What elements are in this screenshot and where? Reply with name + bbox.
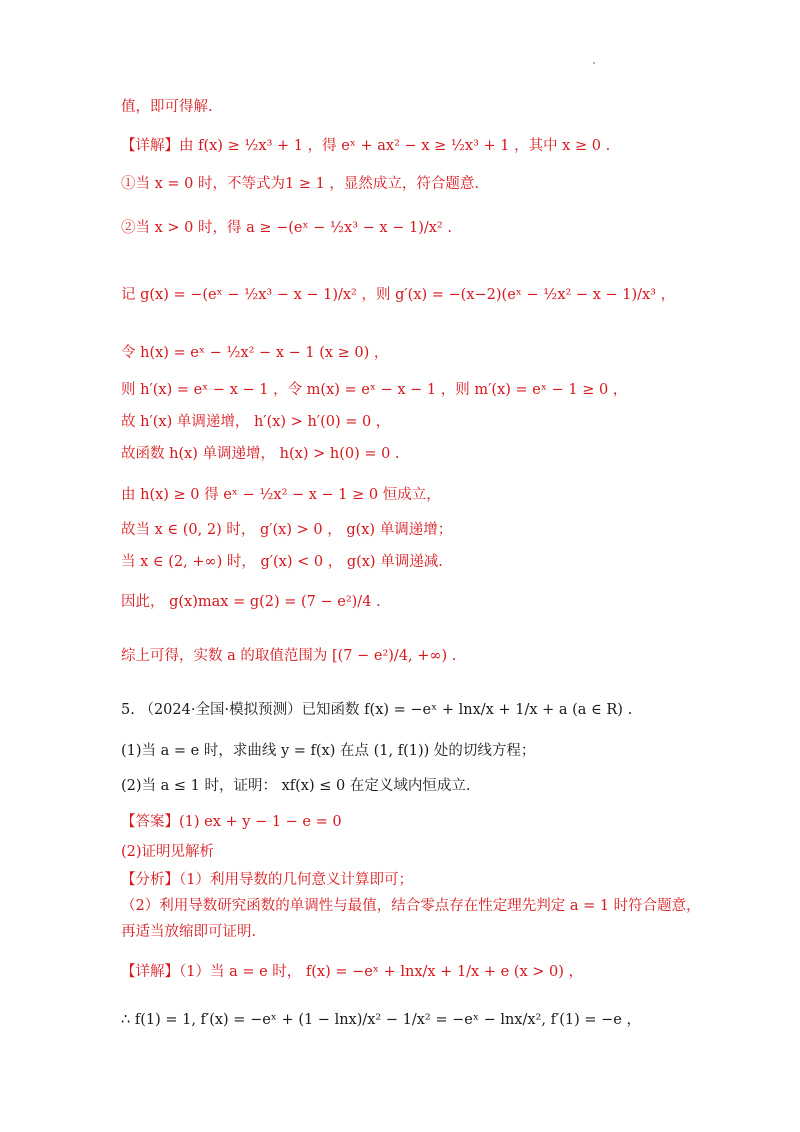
text-line: 5. （2024·全国·模拟预测）已知函数 f(x) = −eˣ + lnx/x + 1/x + a (a ∈ R) .	[121, 702, 633, 718]
text-line: 则 h′(x) = eˣ − x − 1 ，令 m(x) = eˣ − x − 1 ，则 m′(x) = eˣ − 1 ≥ 0 ，	[121, 382, 628, 398]
text-line: 值，即可得解.	[121, 99, 213, 115]
text-line: 令 h(x) = eˣ − ½x² − x − 1 (x ≥ 0) ，	[121, 345, 389, 361]
text-line: （2）利用导数研究函数的单调性与最值，结合零点存在性定理先判定 a = 1 时符合题意，	[121, 898, 701, 914]
text-line: 当 x ∈ (2, +∞) 时， g′(x) < 0 ， g(x) 单调递减.	[121, 554, 443, 570]
text-line: 【分析】（1）利用导数的几何意义计算即可；	[121, 872, 413, 888]
text-line: 记 g(x) = −(eˣ − ½x³ − x − 1)/x² ，则 g′(x) = −(x−2)(eˣ − ½x² − x − 1)/x³ ，	[121, 287, 676, 303]
text-line: (2)证明见解析	[121, 844, 215, 860]
text-line: 由 h(x) ≥ 0 得 eˣ − ½x² − x − 1 ≥ 0 恒成立，	[121, 487, 441, 503]
text-line: 【答案】(1) ex + y − 1 − e = 0	[121, 814, 342, 830]
text-line: 【详解】由 f(x) ≥ ½x³ + 1 ，得 eˣ + ax² − x ≥ ½x³ + 1 ，其中 x ≥ 0 .	[121, 138, 611, 154]
text-line: (1)当 a = e 时，求曲线 y = f(x) 在点 (1, f(1)) 处的切线方程；	[121, 743, 536, 759]
text-line: 再适当放缩即可证明.	[121, 924, 257, 940]
text-line: (2)当 a ≤ 1 时，证明： xf(x) ≤ 0 在定义域内恒成立.	[121, 778, 471, 794]
text-line: ②当 x > 0 时，得 a ≥ −(eˣ − ½x³ − x − 1)/x² .	[121, 220, 452, 236]
text-line: 综上可得，实数 a 的取值范围为 [(7 − e²)/4, +∞) .	[121, 648, 457, 664]
text-line: 故函数 h(x) 单调递增， h(x) > h(0) = 0 .	[121, 446, 400, 462]
text-line: 故当 x ∈ (0, 2) 时， g′(x) > 0 ， g(x) 单调递增；	[121, 522, 453, 538]
text-line: ∴ f(1) = 1, f′(x) = −eˣ + (1 − lnx)/x² − 1/x² = −eˣ − lnx/x², f′(1) = −e ，	[121, 1012, 641, 1028]
page-mark	[593, 62, 595, 64]
text-line: 【详解】（1）当 a = e 时， f(x) = −eˣ + lnx/x + 1/x + e (x > 0) ，	[121, 964, 583, 980]
text-line: 因此， g(x)max = g(2) = (7 − e²)/4 .	[121, 594, 381, 610]
text-line: ①当 x = 0 时，不等式为1 ≥ 1 ，显然成立，符合题意.	[121, 176, 480, 192]
text-line: 故 h′(x) 单调递增， h′(x) > h′(0) = 0 ，	[121, 414, 391, 430]
